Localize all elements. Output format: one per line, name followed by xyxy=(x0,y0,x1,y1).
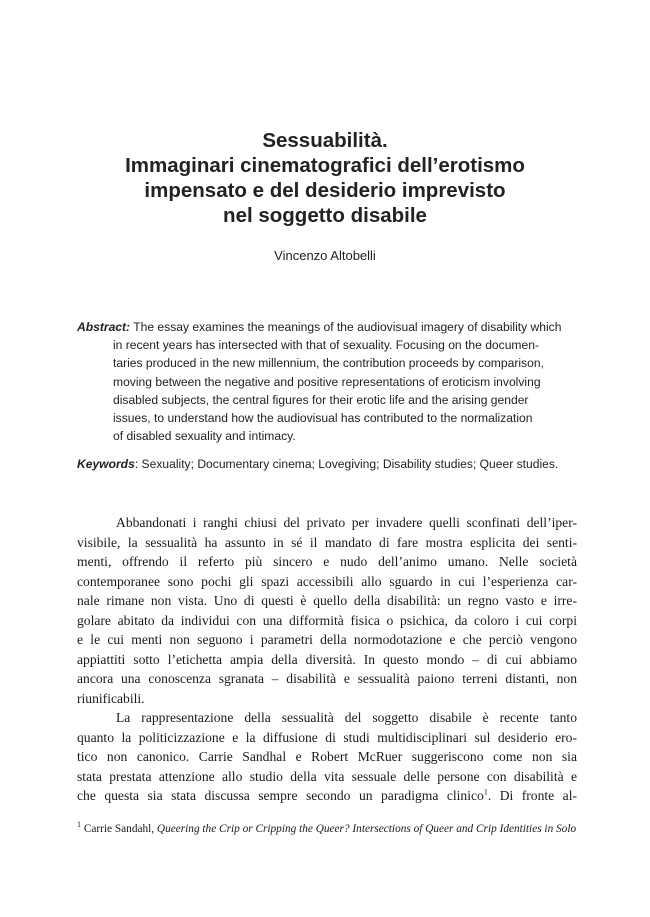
body-line: quanto la politicizzazione e la diffusione di studi multidisciplinari sul desiderio ero- xyxy=(77,729,577,745)
body-line: appiattiti sotto l’etichetta ampia della diversità. In questo mondo – di cui abbiamo xyxy=(77,651,577,667)
abstract-line: disabled subjects, the central figures for their erotic life and the arising gender xyxy=(113,392,529,407)
body-line: Abbandonati i ranghi chiusi del privato per invadere quelli sconfinati dell’iper- xyxy=(116,515,577,530)
title-line: Immaginari cinematografici dell’erotismo xyxy=(125,154,525,177)
body-line: stata prestata attenzione allo studio della vita sessuale delle persone con disabilità e xyxy=(77,768,577,784)
author-name: Vincenzo Altobelli xyxy=(274,248,376,263)
body-line-text: che questa sia stata discussa sempre secondo un paradigma clinico xyxy=(77,788,484,803)
abstract-text: The essay examines the meanings of the audiovisual imagery of disability which xyxy=(130,320,562,334)
title-line: Sessuabilità. xyxy=(262,129,388,152)
abstract-line: in recent years has intersected with that of sexuality. Focusing on the documen- xyxy=(113,338,539,353)
keywords-block xyxy=(77,455,582,473)
abstract-line: moving between the negative and positive representations of eroticism involving xyxy=(113,374,541,389)
body-line: menti, offrendo il referto più sincero e nudo dell’animo umano. Nelle società xyxy=(77,554,577,569)
abstract-block xyxy=(77,318,582,445)
footnote-author: Carrie Sandahl, xyxy=(81,823,157,835)
body-line: tico non canonico. Carrie Sandhal e Robert McRuer suggeriscono come non sia xyxy=(77,749,577,764)
abstract-line: of disabled sexuality and intimacy. xyxy=(113,429,296,444)
body-line: golare abitato da individui con una difformità fisica o psichica, da coloro i cui corpi xyxy=(77,612,577,628)
title-line: nel soggetto disabile xyxy=(223,204,427,227)
abstract-line: taries produced in the new millennium, the contribution proceeds by comparison, xyxy=(113,356,544,371)
body-line: contemporanee sono pochi gli spazi accessibili allo sguardo in cui l’esperienza car- xyxy=(77,573,577,589)
body-line: La rappresentazione della sessualità del soggetto disabile è recente tanto xyxy=(116,710,577,725)
keywords-text: : Sexuality; Documentary cinema; Lovegiving; Disability studies; Queer studies. xyxy=(134,457,559,471)
footnote-number: 1 xyxy=(77,820,81,830)
paper-title xyxy=(60,128,590,228)
body-line xyxy=(77,786,577,806)
abstract-line: issues, to understand how the audiovisual has contributed to the normalization xyxy=(113,411,533,426)
keywords-label: Keywords xyxy=(77,457,135,471)
body-text xyxy=(77,513,577,806)
abstract-label: Abstract: xyxy=(77,320,131,334)
footnote-title: Queering the Crip or Cripping the Queer? Intersections of Queer and Crip Identities in Solo xyxy=(156,823,577,835)
abstract-line xyxy=(77,318,582,336)
footnote xyxy=(77,822,577,837)
body-line: riunificabili. xyxy=(77,690,145,706)
body-line: ancora una conoscenza sgranata – disabilità e sessualità paiono terreni distanti, non xyxy=(77,671,577,686)
body-line: visibile, la sessualità ha assunto in sé il mandato di fare mostra esplicita dei senti- xyxy=(77,534,577,550)
body-line-text: . Di fronte al- xyxy=(487,788,578,803)
title-line: impensato e del desiderio imprevisto xyxy=(144,179,506,202)
body-line: nale rimane non vista. Uno di questi è quello della disabilità: un regno vasto e irre- xyxy=(77,593,577,608)
body-line: e le cui menti non seguono i parametri della normodotazione e che perciò vengono xyxy=(77,632,577,647)
footnote-marker[interactable]: 1 xyxy=(483,787,488,797)
